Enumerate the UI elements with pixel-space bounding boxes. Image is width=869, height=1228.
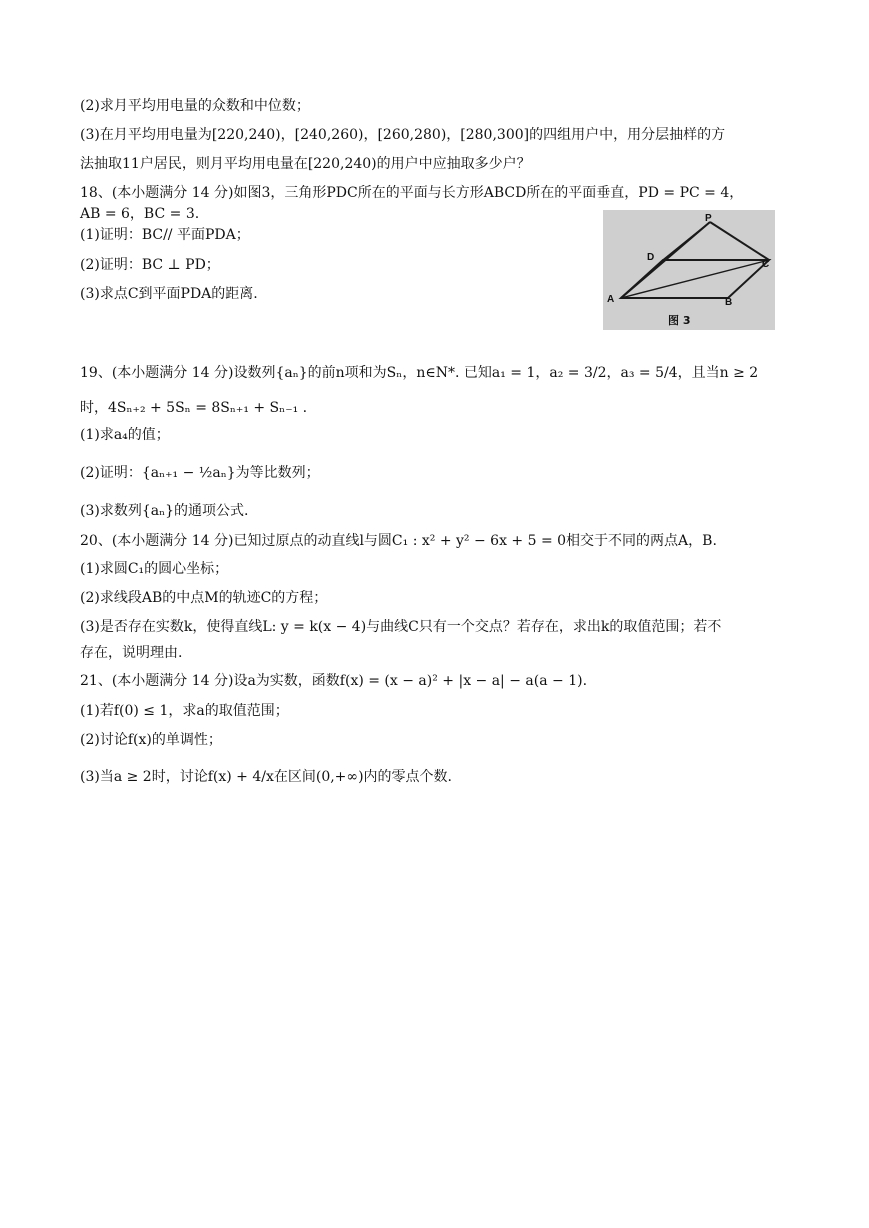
q20-stem: 20、(本小题满分 14 分)已知过原点的动直线l与圆C₁ : x² + y² − 6x + 5 = 0相交于不同的两点A，B. bbox=[80, 533, 717, 549]
q19-stem-cont: 时，4Sₙ₊₂ + 5Sₙ = 8Sₙ₊₁ + Sₙ₋₁ . bbox=[80, 400, 308, 416]
q21-part1: (1)若f(0) ≤ 1，求a的取值范围； bbox=[80, 703, 289, 719]
q19-part2: (2)证明：{aₙ₊₁ − ½aₙ}为等比数列； bbox=[80, 465, 320, 481]
q18-part3: (3)求点C到平面PDA的距离. bbox=[80, 286, 258, 302]
q20-part3-cont: 存在，说明理由. bbox=[80, 645, 183, 661]
q17-part3: (3)在月平均用电量为[220,240)，[240,260)，[260,280)，[280,300]的四组用户中，用分层抽样的方 bbox=[80, 127, 726, 143]
label-b: B bbox=[725, 297, 733, 308]
label-a: A bbox=[607, 294, 615, 305]
q20-part3: (3)是否存在实数k，使得直线L: y = k(x − 4)与曲线C只有一个交点？若存在，求出k的取值范围；若不 bbox=[80, 619, 722, 635]
q19-part3: (3)求数列{aₙ}的通项公式. bbox=[80, 503, 249, 519]
label-c: C bbox=[762, 259, 770, 270]
q18-part2: (2)证明：BC ⊥ PD； bbox=[80, 257, 220, 273]
label-p: P bbox=[705, 213, 712, 224]
q17-part2: (2)求月平均用电量的众数和中位数； bbox=[80, 98, 310, 114]
label-d: D bbox=[647, 252, 655, 263]
q21-part2: (2)讨论f(x)的单调性； bbox=[80, 732, 222, 748]
q17-part3-cont: 法抽取11户居民，则月平均用电量在[220,240)的用户中应抽取多少户？ bbox=[80, 156, 531, 172]
q20-part1: (1)求圆C₁的圆心坐标； bbox=[80, 561, 229, 577]
q21-stem: 21、(本小题满分 14 分)设a为实数，函数f(x) = (x − a)² + |x − a| − a(a − 1). bbox=[80, 673, 588, 689]
q19-part1: (1)求a₄的值； bbox=[80, 427, 170, 443]
q18-stem-cont: AB = 6，BC = 3. bbox=[80, 206, 200, 222]
q21-part3: (3)当a ≥ 2时，讨论f(x) + 4/x在区间(0,+∞)内的零点个数. bbox=[80, 769, 452, 785]
figure-3-image bbox=[603, 210, 775, 330]
figure-caption: 图 3 bbox=[668, 314, 691, 327]
q18-stem: 18、(本小题满分 14 分)如图3，三角形PDC所在的平面与长方形ABCD所在的平面垂直，PD = PC = 4， bbox=[80, 185, 744, 201]
q19-stem: 19、(本小题满分 14 分)设数列{aₙ}的前n项和为Sₙ，n∈N*. 已知a₁ = 1，a₂ = 3/2，a₃ = 5/4，且当n ≥ 2 bbox=[80, 365, 759, 381]
q18-part1: (1)证明：BC// 平面PDA； bbox=[80, 227, 250, 243]
q20-part2: (2)求线段AB的中点M的轨迹C的方程； bbox=[80, 590, 328, 606]
